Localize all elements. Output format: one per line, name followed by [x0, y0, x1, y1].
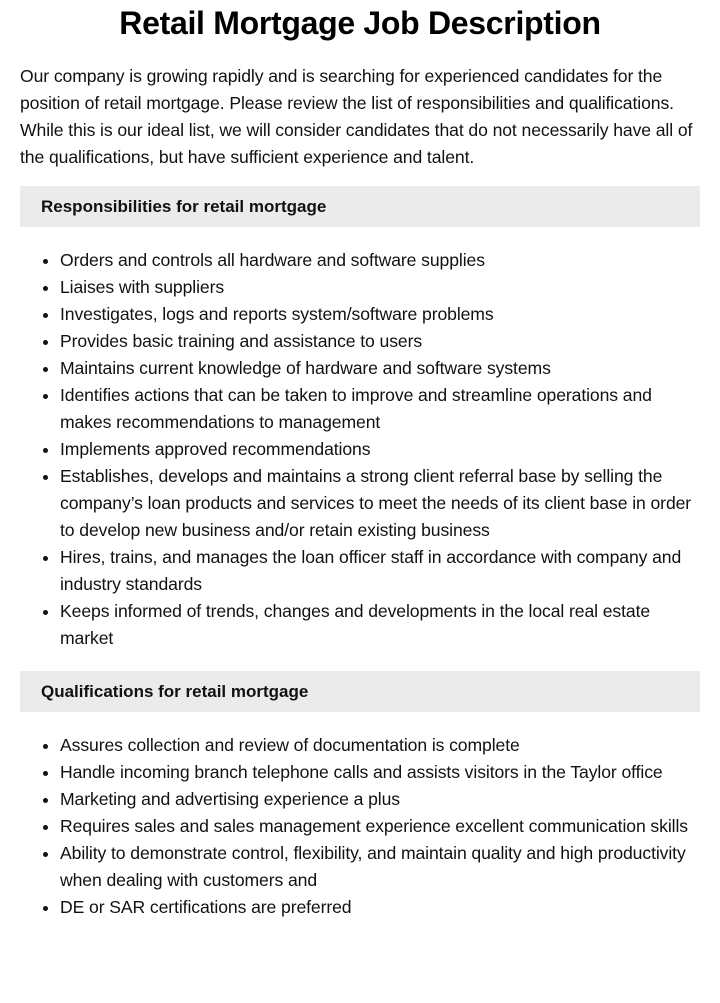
list-item: • Marketing and advertising experience a plus [60, 786, 700, 813]
list-item: • DE or SAR certifications are preferred [60, 894, 700, 921]
qualifications-heading: Qualifications for retail mortgage [20, 671, 700, 712]
list-item: • Liaises with suppliers [60, 274, 700, 301]
list-item: • Ability to demonstrate control, flexibility, and maintain quality and high productivity when dealing with customers and [60, 840, 700, 894]
list-item: • Orders and controls all hardware and software supplies [60, 247, 700, 274]
list-item: • Keeps informed of trends, changes and developments in the local real estate market [60, 598, 700, 652]
list-item: • Identifies actions that can be taken to improve and streamline operations and makes recommendations to management [60, 382, 700, 436]
list-item: • Establishes, develops and maintains a strong client referral base by selling the company’s loan products and services to meet the needs of its client base in order to develop new business and/or retain existing business [60, 463, 700, 544]
responsibilities-heading: Responsibilities for retail mortgage [20, 186, 700, 227]
page-title: Retail Mortgage Job Description [119, 5, 601, 41]
responsibilities-list [20, 247, 700, 652]
list-item: • Requires sales and sales management experience excellent communication skills [60, 813, 700, 840]
list-item: • Implements approved recommendations [60, 436, 700, 463]
qualifications-list [20, 732, 700, 921]
list-item: • Provides basic training and assistance to users [60, 328, 700, 355]
list-item: • Maintains current knowledge of hardware and software systems [60, 355, 700, 382]
list-item: • Handle incoming branch telephone calls and assists visitors in the Taylor office [60, 759, 700, 786]
list-item: • Assures collection and review of documentation is complete [60, 732, 700, 759]
intro-paragraph: Our company is growing rapidly and is searching for experienced candidates for the position of retail mortgage. Please review the list of responsibilities and qualifications. While this is our ideal list, we will consider candidates that do not necessarily have all of the qualifications, but have sufficient experience and talent. [20, 66, 693, 167]
list-item: • Hires, trains, and manages the loan officer staff in accordance with company and industry standards [60, 544, 700, 598]
list-item: • Investigates, logs and reports system/software problems [60, 301, 700, 328]
